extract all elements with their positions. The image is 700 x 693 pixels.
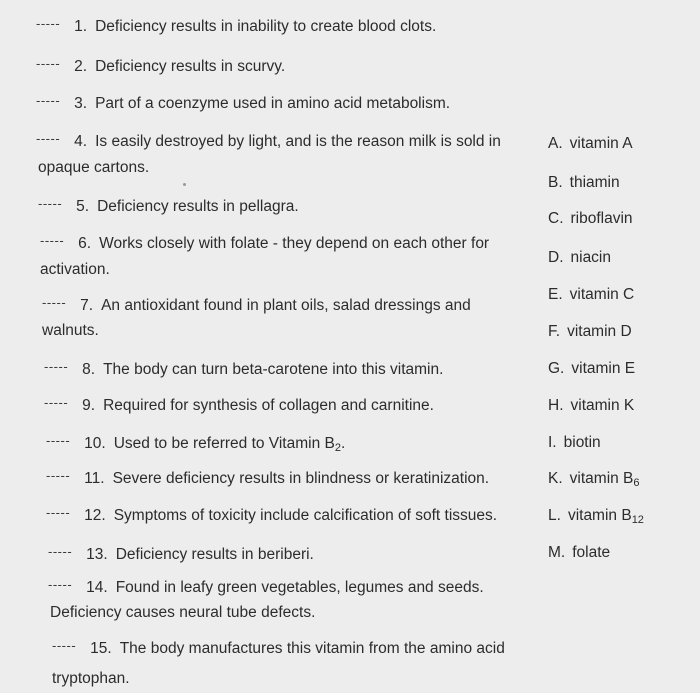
question-text: Deficiency results in scurvy. bbox=[95, 58, 286, 75]
question-9 bbox=[44, 395, 434, 415]
scan-speck bbox=[183, 183, 186, 186]
question-8 bbox=[44, 359, 443, 379]
question-number: 1. bbox=[74, 18, 88, 35]
question-text: The body manufactures this vitamin from the amino acid bbox=[119, 640, 505, 657]
question-text: Severe deficiency results in blindness or keratinization. bbox=[112, 470, 490, 487]
question-text: Part of a coenzyme used in amino acid metabolism. bbox=[95, 95, 451, 112]
answer-blank[interactable]: ----- bbox=[48, 577, 73, 592]
answer-blank[interactable]: ----- bbox=[44, 395, 69, 410]
question-text: Deficiency results in pellagra. bbox=[97, 198, 299, 215]
question-number: 5. bbox=[76, 198, 90, 215]
question-text: Found in leafy green vegetables, legumes and seeds. bbox=[115, 579, 484, 596]
answer-blank[interactable]: ----- bbox=[36, 56, 61, 71]
question-text: Is easily destroyed by light, and is the reason milk is sold in bbox=[95, 133, 501, 150]
option-a: A. vitamin A bbox=[548, 135, 633, 152]
question-5 bbox=[38, 196, 299, 216]
question-number: 10. bbox=[84, 435, 106, 452]
answer-blank[interactable]: ----- bbox=[52, 638, 77, 653]
question-15-continuation: tryptophan. bbox=[52, 670, 130, 687]
question-text: Symptoms of toxicity include calcification of soft tissues. bbox=[113, 507, 498, 524]
answer-blank[interactable]: ----- bbox=[38, 196, 63, 211]
question-6 bbox=[40, 233, 489, 253]
question-number: 14. bbox=[86, 579, 108, 596]
answer-blank[interactable]: ----- bbox=[36, 93, 61, 108]
question-text: The body can turn beta-carotene into this vitamin. bbox=[103, 361, 444, 378]
question-4 bbox=[36, 131, 501, 151]
question-number: 11. bbox=[84, 470, 105, 487]
question-number: 3. bbox=[74, 95, 88, 112]
answer-blank[interactable]: ----- bbox=[36, 131, 61, 146]
answer-blank[interactable]: ----- bbox=[48, 544, 73, 559]
question-number: 9. bbox=[82, 397, 96, 414]
option-b: B. thiamin bbox=[548, 174, 620, 191]
answer-blank[interactable]: ----- bbox=[46, 505, 71, 520]
option-g: G. vitamin E bbox=[548, 360, 636, 377]
answer-blank[interactable]: ----- bbox=[36, 16, 61, 31]
option-m: M. folate bbox=[548, 544, 611, 561]
option-d: D. niacin bbox=[548, 249, 611, 266]
question-text: Deficiency results in inability to create blood clots. bbox=[95, 18, 437, 35]
answer-blank[interactable]: ----- bbox=[40, 233, 65, 248]
question-number: 13. bbox=[86, 546, 108, 563]
option-c: C. riboflavin bbox=[548, 210, 633, 227]
question-11 bbox=[46, 468, 489, 488]
answer-blank[interactable]: ----- bbox=[44, 359, 69, 374]
question-7-continuation: walnuts. bbox=[42, 322, 99, 339]
question-text: Works closely with folate - they depend on each other for bbox=[99, 235, 490, 252]
question-14-continuation: Deficiency causes neural tube defects. bbox=[50, 604, 316, 621]
question-15 bbox=[52, 638, 505, 658]
option-e: E. vitamin C bbox=[548, 286, 635, 303]
question-number: 12. bbox=[84, 507, 106, 524]
question-number: 7. bbox=[80, 297, 94, 314]
option-k: K. vitamin $B_6$ bbox=[548, 470, 640, 489]
question-6-continuation: activation. bbox=[40, 261, 110, 278]
question-number: 4. bbox=[74, 133, 88, 150]
answer-blank[interactable]: ----- bbox=[46, 433, 71, 448]
option-l: L. vitamin $B_{12}$ bbox=[548, 507, 644, 526]
question-13 bbox=[48, 544, 314, 564]
question-1 bbox=[36, 16, 436, 36]
question-12 bbox=[46, 505, 497, 525]
answer-blank[interactable]: ----- bbox=[42, 295, 67, 310]
question-number: 6. bbox=[78, 235, 92, 252]
question-4-continuation: opaque cartons. bbox=[38, 159, 150, 176]
question-14 bbox=[48, 577, 484, 597]
question-2 bbox=[36, 56, 285, 76]
option-f: F. vitamin D bbox=[548, 323, 632, 340]
question-3 bbox=[36, 93, 450, 113]
question-7 bbox=[42, 295, 471, 315]
option-h: H. vitamin K bbox=[548, 397, 635, 414]
question-10 bbox=[46, 433, 345, 454]
question-text: Required for synthesis of collagen and carnitine. bbox=[103, 397, 434, 414]
question-text: Used to be referred to Vitamin $B_2$. bbox=[113, 435, 346, 454]
question-number: 2. bbox=[74, 58, 88, 75]
question-text: Deficiency results in beriberi. bbox=[115, 546, 314, 563]
question-text: An antioxidant found in plant oils, salad dressings and bbox=[101, 297, 471, 314]
question-number: 8. bbox=[82, 361, 96, 378]
answer-blank[interactable]: ----- bbox=[46, 468, 71, 483]
question-number: 15. bbox=[90, 640, 112, 657]
option-i: I. biotin bbox=[548, 434, 601, 451]
